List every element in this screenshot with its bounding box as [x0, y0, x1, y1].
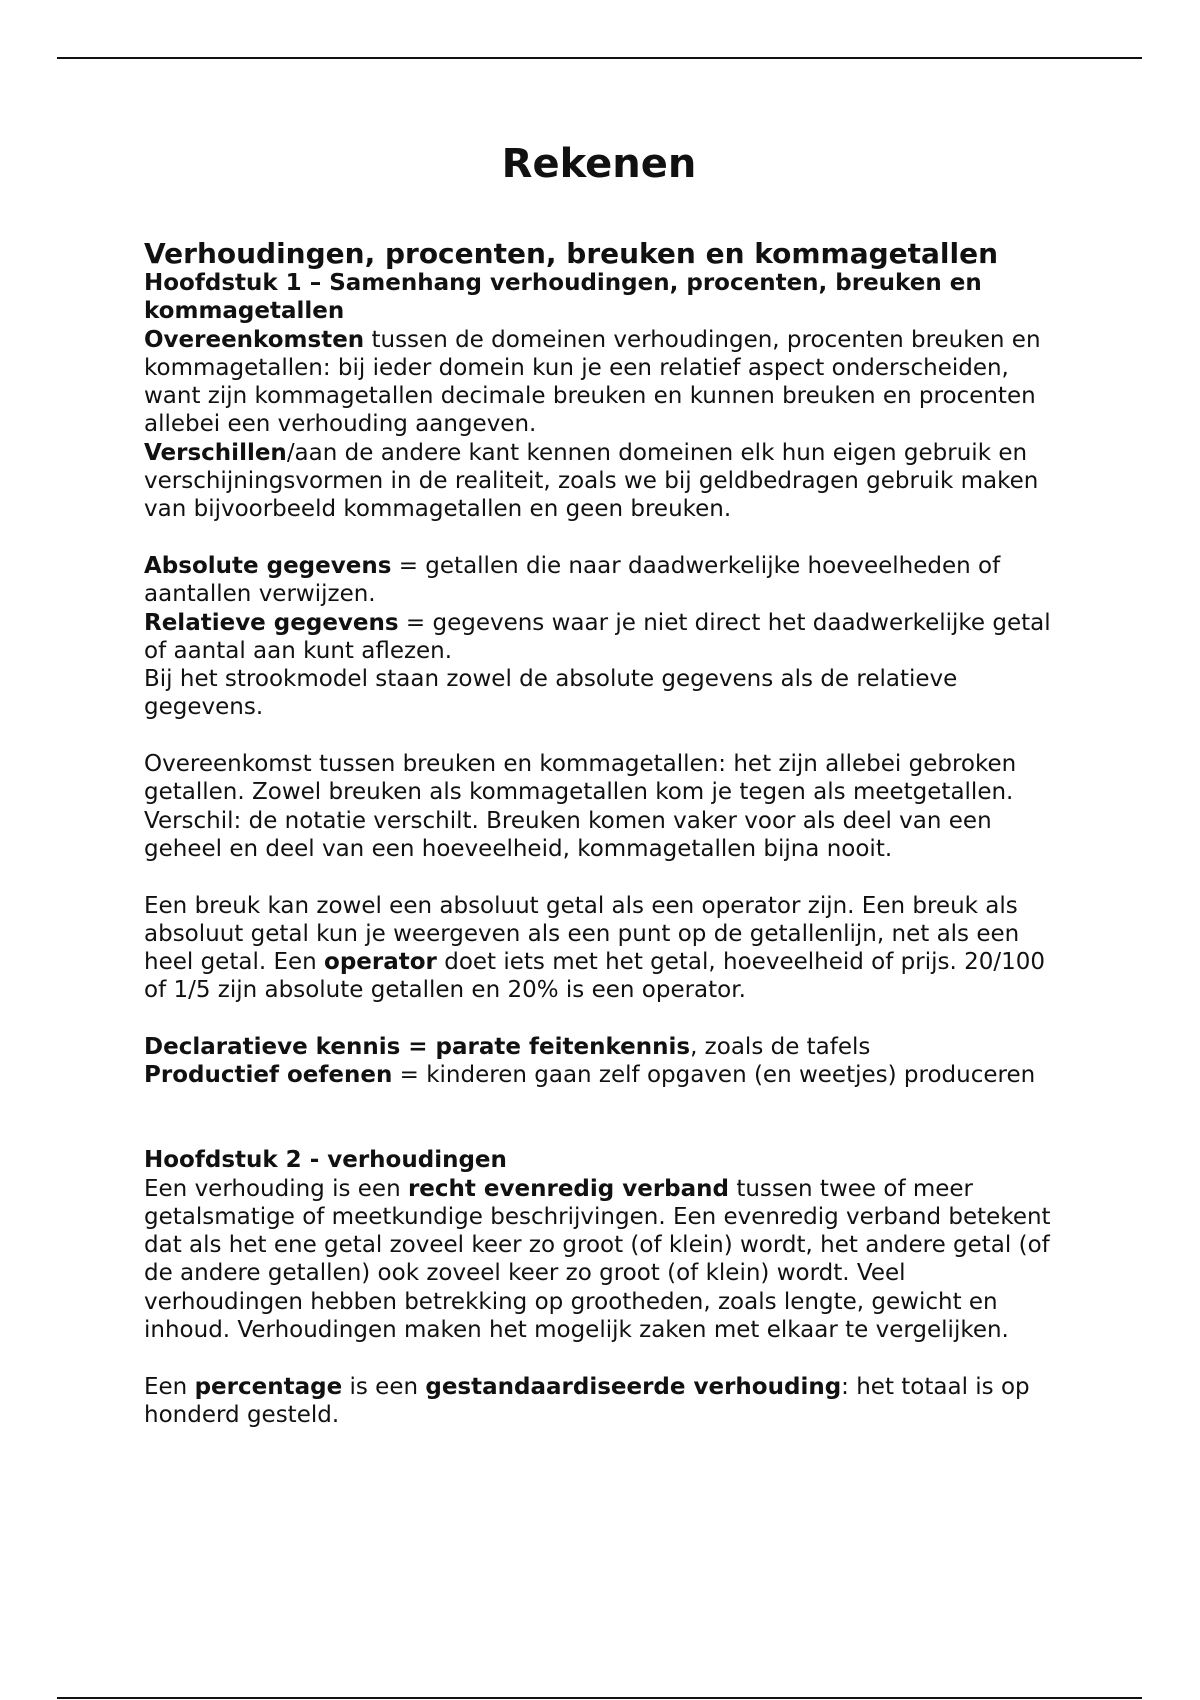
text-percentage-b: : het totaal is op honderd gesteld. [144, 1373, 1030, 1428]
paragraph-productief-oefenen [144, 1061, 1064, 1089]
text-breuk-b: doet iets met het getal, hoeveelheid of prijs. 20/100 of 1/5 zijn absolute getallen en 20% is een operator. [144, 949, 1046, 1004]
term-recht-evenredig-verband: recht evenredig verband [407, 1175, 730, 1202]
paragraph-verhouding [144, 1175, 1064, 1345]
paragraph-overeenkomst-breuken: Overeenkomst tussen breuken en kommagetallen: het zijn allebei gebroken getallen. Zowel breuken als kommagetallen kom je tegen als meetgetallen. [144, 751, 1017, 806]
text-verhouding-b: tussen twee of meer getalsmatige of meetkundige beschrijvingen. Een evenredig verband betekent dat als het ene getal zoveel keer zo groot (of klein) wordt, het andere getal (of de andere getallen) ook zoveel keer zo groot (of klein) wordt. Veel verhoudingen hebben betrekking op grootheden, zoals lengte, gewicht en inhoud. Verhoudingen maken het mogelijk zaken met elkaar te vergelijken. [144, 1175, 1051, 1343]
term-absolute-gegevens: Absolute gegevens [144, 552, 392, 579]
document-body [144, 269, 1064, 1429]
term-percentage: percentage [194, 1373, 343, 1400]
term-operator: operator [324, 949, 437, 976]
text-percentage-mid: is een [342, 1373, 426, 1400]
spacer [144, 722, 1064, 750]
page-subtitle: Verhoudingen, procenten, breuken en kommagetallen [144, 237, 999, 270]
text-relatieve-gegevens: = gegevens waar je niet direct het daadwerkelijke getal of aantal aan kunt aflezen. [144, 609, 1051, 664]
paragraph-breuk-operator [144, 892, 1064, 1005]
chapter1-heading: Hoofdstuk 1 – Samenhang verhoudingen, procenten, breuken en kommagetallen [144, 270, 982, 325]
paragraph-strookmodel: Bij het strookmodel staan zowel de absolute gegevens als de relatieve gegevens. [144, 666, 958, 721]
text-breuk-a: Een breuk kan zowel een absoluut getal als een operator zijn. Een breuk als absoluut getal kun je weergeven als een punt op de getallenlijn, net als een heel getal. Een [144, 892, 1020, 976]
term-gestandaardiseerde-verhouding: gestandaardiseerde verhouding [425, 1373, 842, 1400]
spacer [144, 863, 1064, 891]
text-overeenkomsten: tussen de domeinen verhoudingen, procenten breuken en kommagetallen: bij ieder domein kun je een relatief aspect onderscheiden, want zijn kommagetallen decimale breuken en kunnen breuken en procenten allebei een verhouding aangeven. [144, 326, 1041, 438]
page-title: Rekenen [501, 141, 697, 187]
text-declaratieve-kennis: , zoals de tafels [690, 1034, 871, 1061]
term-overeenkomsten: Overeenkomsten [144, 326, 365, 353]
term-declaratieve-kennis: Declaratieve kennis = parate feitenkennis [144, 1034, 691, 1061]
paragraph-verschillen [144, 439, 1064, 524]
spacer [144, 1005, 1064, 1033]
text-absolute-gegevens: = getallen die naar daadwerkelijke hoeveelheden of aantallen verwijzen. [144, 552, 1001, 608]
paragraph-verschil-notatie: Verschil: de notatie verschilt. Breuken komen vaker voor als deel van een geheel en deel van een hoeveelheid, kommagetallen bijna nooit. [144, 807, 992, 862]
spacer [144, 524, 1064, 552]
text-productief-oefenen: = kinderen gaan zelf opgaven (en weetjes) produceren [392, 1062, 1036, 1089]
bottom-rule [57, 1697, 1142, 1699]
text-percentage-a: Een [144, 1373, 195, 1400]
paragraph-overeenkomsten [144, 326, 1064, 439]
spacer [144, 1090, 1064, 1147]
text-verhouding-a: Een verhouding is een [144, 1175, 408, 1202]
chapter2-heading: Hoofdstuk 2 - verhoudingen [144, 1147, 507, 1174]
top-rule [57, 57, 1142, 59]
paragraph-absolute-gegevens [144, 552, 1064, 609]
text-verschillen: /aan de andere kant kennen domeinen elk hun eigen gebruik en verschijningsvormen in de realiteit, zoals we bij geldbedragen gebruik maken van bijvoorbeeld kommagetallen en geen breuken. [144, 439, 1039, 523]
paragraph-relatieve-gegevens [144, 609, 1064, 666]
term-productief-oefenen: Productief oefenen [144, 1062, 393, 1089]
term-verschillen: Verschillen [144, 439, 287, 466]
spacer [144, 1344, 1064, 1372]
paragraph-declaratieve-kennis [144, 1033, 1064, 1061]
term-relatieve-gegevens: Relatieve gegevens [144, 609, 399, 636]
paragraph-percentage [144, 1373, 1064, 1430]
